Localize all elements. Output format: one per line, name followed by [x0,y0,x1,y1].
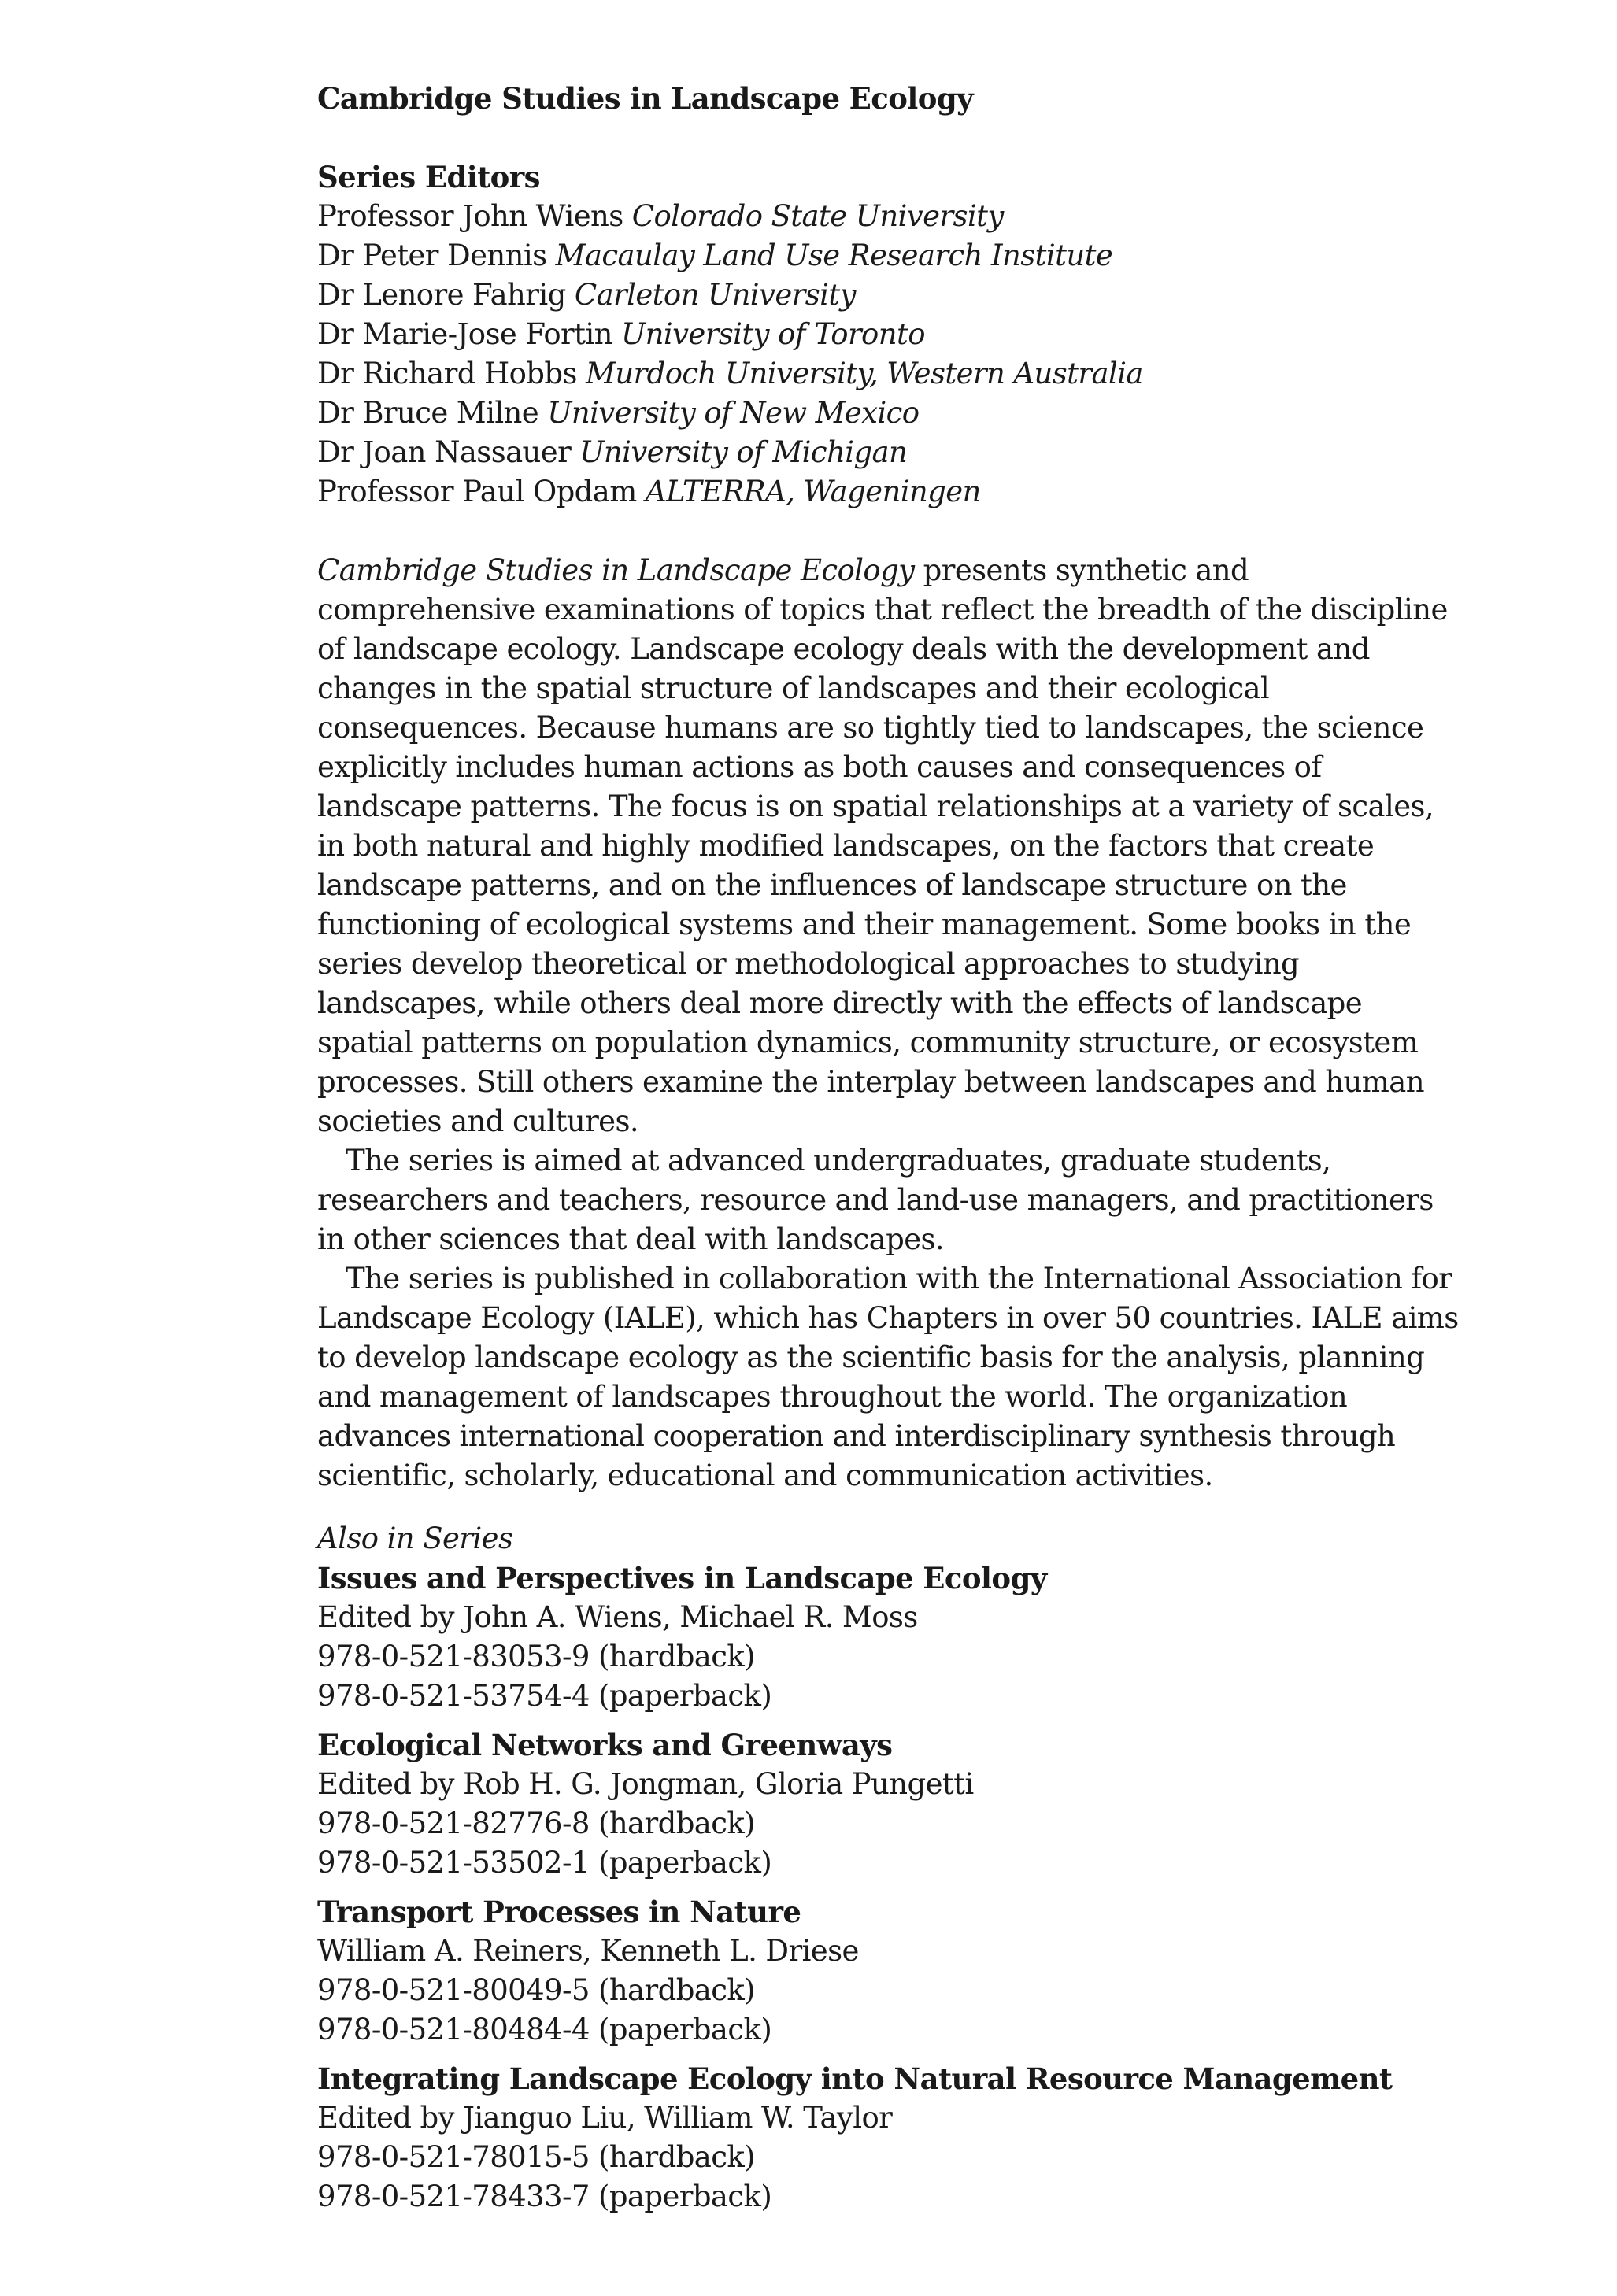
editor-name: Dr Bruce Milne [317,396,539,430]
series-title: Cambridge Studies in Landscape Ecology [317,81,973,116]
editor-entry [317,354,1459,394]
editor-entry [317,275,1459,315]
editor-entry [317,315,1459,354]
book-authors: Edited by Jianguo Liu, William W. Taylor [317,2101,893,2135]
book-title: Integrating Landscape Ecology into Natural Resource Management [317,2061,1393,2096]
editor-name: Dr Peter Dennis [317,238,547,272]
editor-entry [317,433,1459,472]
editor-affiliation: Macaulay Land Use Research Institute [555,238,1113,272]
editor-entry [317,236,1459,275]
book-isbn-paperback: 978-0-521-80484-4 (paperback) [317,2013,772,2046]
book-entry [317,2059,1459,2217]
editor-entry [317,197,1459,236]
series-description [317,551,1459,1496]
editor-affiliation: University of Michigan [579,435,908,469]
book-isbn-paperback: 978-0-521-53502-1 (paperback) [317,1846,772,1880]
editor-affiliation: University of Toronto [621,317,925,351]
editor-entry [317,394,1459,433]
editor-name: Dr Marie-Jose Fortin [317,317,612,351]
book-title: Ecological Networks and Greenways [317,1728,893,1762]
editor-name: Dr Joan Nassauer [317,435,572,469]
editors-list [317,197,1459,512]
description-paragraph [317,551,1459,1141]
book-authors: William A. Reiners, Kenneth L. Driese [317,1934,859,1968]
editor-affiliation: Murdoch University, Western Australia [586,357,1143,390]
editor-affiliation: ALTERRA, Wageningen [645,475,981,508]
book-authors: Edited by Rob H. G. Jongman, Gloria Pungetti [317,1767,974,1801]
book-entry [317,1892,1459,2050]
description-paragraph: The series is published in collaboration with the International Association for Landscape Ecology (IALE), which has Chapters in over 50 countries. IALE aims to develop landscape ecology as the scientific basis for the analysis, planning and management of landscapes throughout the world. The organization advances international cooperation and interdisciplinary synthesis through scientific, scholarly, educational and communication activities. [317,1262,1459,1492]
book-entry [317,1558,1459,1716]
book-title: Issues and Perspectives in Landscape Ecology [317,1561,1047,1595]
book-isbn-hardback: 978-0-521-82776-8 (hardback) [317,1806,756,1840]
series-page [317,79,1459,2226]
book-title: Transport Processes in Nature [317,1895,801,1929]
description-paragraph: The series is aimed at advanced undergraduates, graduate students, researchers and teachers, resource and land-use managers, and practitioners in other sciences that deal with landscapes. [317,1144,1434,1256]
editor-entry [317,472,1459,512]
editor-name: Dr Lenore Fahrig [317,278,566,312]
editor-name: Professor Paul Opdam [317,475,637,508]
book-entry [317,1725,1459,1883]
book-isbn-hardback: 978-0-521-78015-5 (hardback) [317,2140,756,2174]
editors-heading: Series Editors [317,160,540,194]
series-name-italic: Cambridge Studies in Landscape Ecology [317,553,915,587]
book-isbn-hardback: 978-0-521-80049-5 (hardback) [317,1973,756,2007]
book-isbn-paperback: 978-0-521-53754-4 (paperback) [317,1679,772,1713]
editor-affiliation: University of New Mexico [547,396,920,430]
also-in-series-heading: Also in Series [317,1521,513,1555]
editor-affiliation: Carleton University [574,278,856,312]
book-authors: Edited by John A. Wiens, Michael R. Moss [317,1600,918,1634]
description-text: presents synthetic and comprehensive examinations of topics that reflect the breadth of the discipline of landscape ecology. Landscape ecology deals with the development and changes in the spatial structure of landscapes and their ecological consequences. Because humans are so tightly tied to landscapes, the science explicitly includes human actions as both causes and consequences of landscape patterns. The focus is on spatial relationships at a variety of scales, in both natural and highly modified landscapes, on the factors that create landscape patterns, and on the influences of landscape structure on the functioning of ecological systems and their management. Some books in the series develop theoretical or methodological approaches to studying landscapes, while others deal more directly with the effects of landscape spatial patterns on population dynamics, community structure, or ecosystem processes. Still others examine the interplay between landscapes and human societies and cultures. [317,553,1448,1138]
editor-affiliation: Colorado State University [631,199,1004,233]
editor-name: Professor John Wiens [317,199,623,233]
editor-name: Dr Richard Hobbs [317,357,577,390]
book-isbn-paperback: 978-0-521-78433-7 (paperback) [317,2180,772,2213]
book-isbn-hardback: 978-0-521-83053-9 (hardback) [317,1640,756,1673]
